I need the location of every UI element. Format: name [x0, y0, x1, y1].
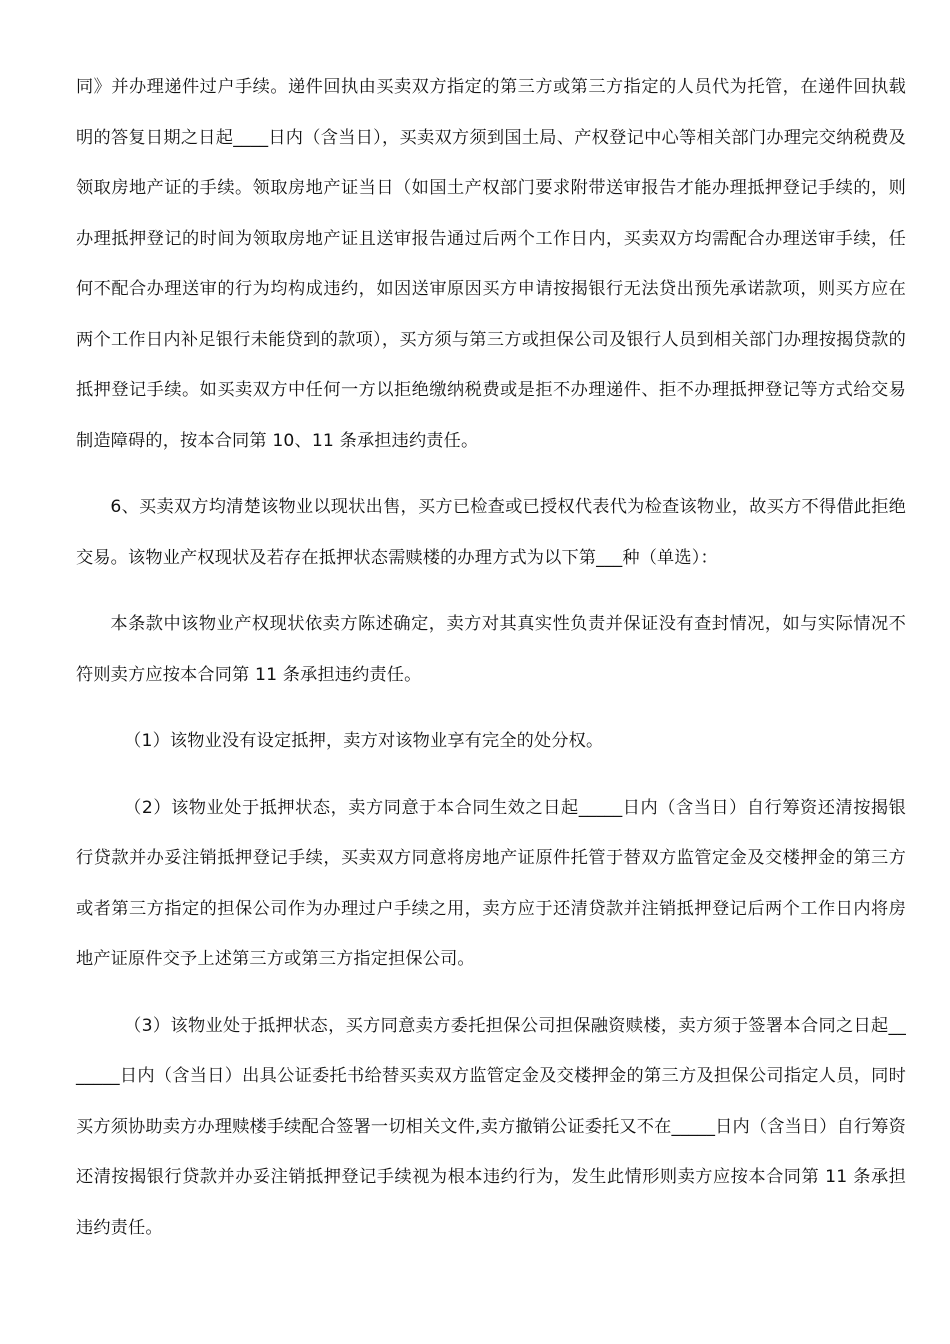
paragraph-option-1: （1）该物业没有设定抵押，卖方对该物业享有完全的处分权。 [124, 731, 604, 751]
paragraph-gap [76, 466, 906, 482]
paragraph-seller-statement: 本条款中该物业产权现状依卖方陈述确定，卖方对其真实性负责并保证没有查封情况，如与实际情况不符则卖方应按本合同第 11 条承担违约责任。 [76, 614, 906, 685]
paragraph-clause-6: 6、买卖双方均清楚该物业以现状出售，买方已检查或已授权代表代为检查该物业，故买方不得借此拒绝交易。该物业产权现状及若存在抵押状态需赎楼的办理方式为以下第___种（单选）： [76, 497, 906, 568]
paragraph-option-2: （2）该物业处于抵押状态，卖方同意于本合同生效之日起_____日内（含当日）自行筹资还清按揭银行贷款并办妥注销抵押登记手续，买卖双方同意将房地产证原件托管于替双方监管定金及交楼押金的第三方或者第三方指定的担保公司作为办理过户手续之用，卖方应于还清贷款并注销抵押登记后两个工作日内将房地产证原件交予上述第三方或第三方指定担保公司。 [76, 797, 906, 969]
paragraph-option-3: （3）该物业处于抵押状态，买方同意卖方委托担保公司担保融资赎楼，卖方须于签署本合同之日起_______日内（含当日）出具公证委托书给替买卖双方监管定金及交楼押金的第三方及担保公司指定人员，同时买方须协助卖方办理赎楼手续配合签署一切相关文件,卖方撤销公证委托又不在_____日内（含当日）自行筹资还清按揭银行贷款并办妥注销抵押登记手续视为根本违约行为，发生此情形则卖方应按本合同第 11 条承担违约责任。 [76, 1015, 906, 1238]
paragraph-gap [76, 767, 906, 783]
paragraph-gap [76, 700, 906, 716]
paragraph-registration-procedure: 同》并办理递件过户手续。递件回执由买卖双方指定的第三方或第三方指定的人员代为托管，在递件回执载明的答复日期之日起____日内（含当日），买卖双方须到国土局、产权登记中心等相关部门办理完交纳税费及领取房地产证的手续。领取房地产证当日（如国土产权部门要求附带送审报告才能办理抵押登记手续的，则办理抵押登记的时间为领取房地产证且送审报告通过后两个工作日内，买卖双方均需配合办理送审手续，任何不配合办理送审的行为均构成违约，如因送审原因买方申请按揭银行无法贷出预先承诺款项，则买方应在两个工作日内补足银行未能贷到的款项），买方须与第三方或担保公司及银行人员到相关部门办理按揭贷款的抵押登记手续。如买卖双方中任何一方以拒绝缴纳税费或是拒不办理递件、拒不办理抵押登记等方式给交易制造障碍的，按本合同第 10、11 条承担违约责任。 [76, 77, 906, 451]
paragraph-gap [76, 583, 906, 599]
paragraph-gap [76, 985, 906, 1001]
document-page [76, 62, 906, 1253]
